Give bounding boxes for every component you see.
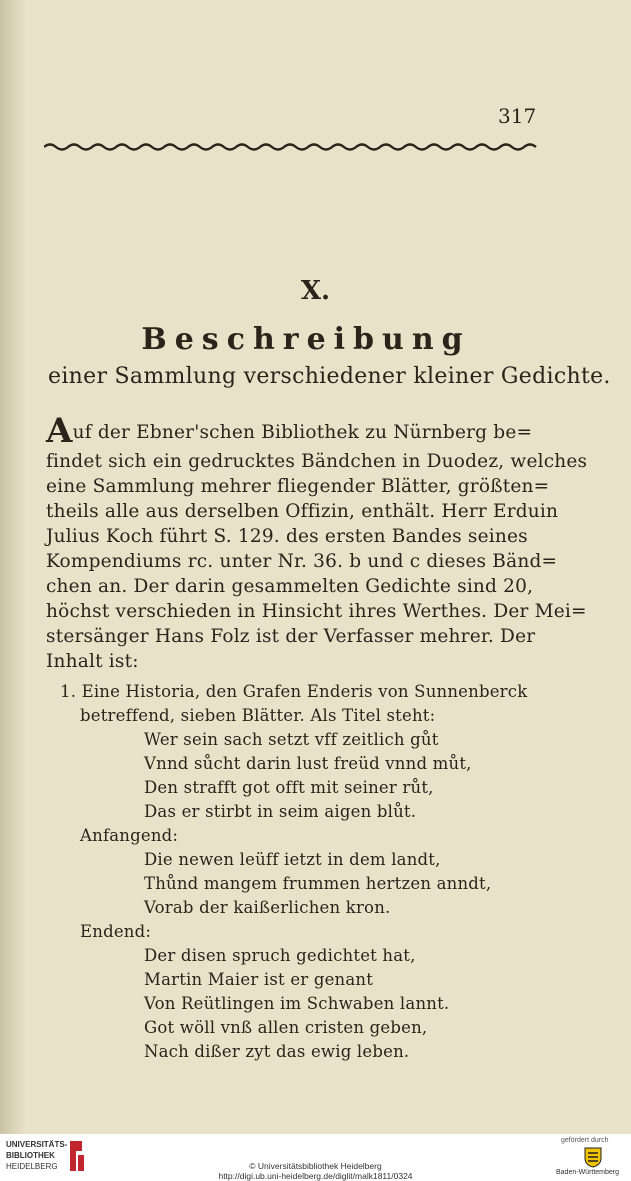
library-name-line-1: UNIVERSITÄTS- <box>6 1140 68 1149</box>
anfangend-verse-line-3: Vorab der kaißerlichen kron. <box>144 898 391 917</box>
endend-verse-line-3: Von Reütlingen im Schwaben lannt. <box>144 994 450 1013</box>
paragraph-line-7: chen an. Der darin gesammelten Gedichte sind 20, <box>46 576 534 597</box>
paragraph-line-10: Inhalt ist: <box>46 651 139 672</box>
library-name-line-3: HEIDELBERG <box>6 1162 58 1171</box>
paragraph-line-4: theils alle aus derselben Offizin, enthält. Herr Erduin <box>46 501 559 522</box>
drop-cap: A <box>46 411 73 451</box>
library-name-line-2: BIBLIOTHEK <box>6 1151 55 1160</box>
chapter-subtitle: einer Sammlung verschiedener kleiner Gedichte. <box>48 364 611 389</box>
endend-verse-line-5: Nach dißer zyt das ewig leben. <box>144 1042 410 1061</box>
title-verse-line-2: Vnnd sůcht darin lust freüd vnnd můt, <box>144 754 472 773</box>
chapter-number: X. <box>300 276 331 306</box>
copyright-notice: © Universitätsbibliothek Heidelberg <box>249 1161 382 1171</box>
endend-label: Endend: <box>80 922 152 941</box>
book-spine-shadow <box>0 0 26 1134</box>
page-number: 317 <box>498 104 537 128</box>
title-verse-line-1: Wer sein sach setzt vff zeitlich gůt <box>144 730 439 749</box>
item-line-1: 1. Eine Historia, den Grafen Enderis von Sunnenberck <box>60 682 528 701</box>
funder-name: Baden-Württemberg <box>556 1169 620 1176</box>
paragraph-line-2: findet sich ein gedrucktes Bändchen in Duodez, welches <box>46 451 588 472</box>
paragraph-line-9: stersänger Hans Folz ist der Verfasser mehrer. Der <box>46 626 536 647</box>
paragraph-line-8: höchst verschieden in Hinsicht ihres Werthes. Der Mei= <box>46 601 587 622</box>
title-verse-line-3: Den strafft got offt mit seiner růt, <box>144 778 434 797</box>
funded-by-label: gefördert durch <box>561 1137 609 1144</box>
paragraph-line-6: Kompendiums rc. unter Nr. 36. b und c dieses Bänd= <box>46 551 558 572</box>
endend-verse-line-1: Der disen spruch gedichtet hat, <box>144 946 416 965</box>
permalink[interactable]: http://digi.ub.uni-heidelberg.de/diglit/malk1811/0324 <box>218 1171 413 1181</box>
paragraph-line-5: Julius Koch führt S. 129. des ersten Bandes seines <box>46 526 528 547</box>
anfangend-label: Anfangend: <box>80 826 179 845</box>
endend-verse-line-4: Got wöll vnß allen cristen geben, <box>144 1018 428 1037</box>
paragraph-line-1: Auf der Ebner'schen Bibliothek zu Nürnberg be= <box>46 411 533 451</box>
anfangend-verse-line-2: Thůnd mangem frummen hertzen anndt, <box>144 874 492 893</box>
paragraph-line-3: eine Sammlung mehrer fliegender Blätter, größten= <box>46 476 550 497</box>
anfangend-verse-line-1: Die newen leüff ietzt in dem landt, <box>144 850 441 869</box>
item-line-2: betreffend, sieben Blätter. Als Titel steht: <box>80 706 436 725</box>
chapter-title: Beschreibung <box>141 322 471 357</box>
title-verse-line-4: Das er stirbt in seim aigen blůt. <box>144 802 417 821</box>
ornamental-rule <box>44 140 538 154</box>
endend-verse-line-2: Martin Maier ist er genant <box>144 970 374 989</box>
coat-of-arms-icon <box>583 1146 603 1168</box>
